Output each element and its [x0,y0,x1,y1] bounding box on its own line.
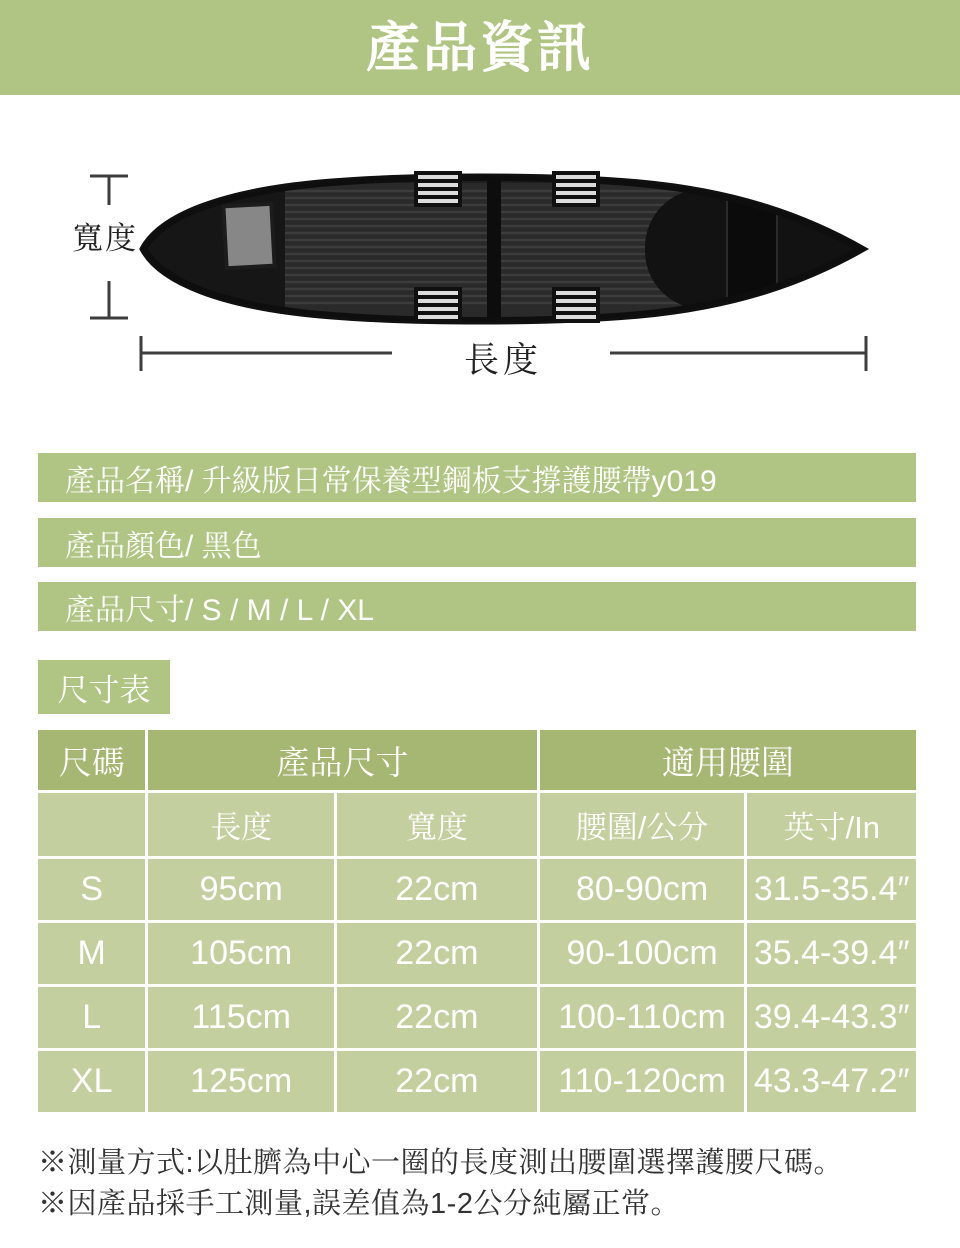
table-header-row-2 [37,792,918,858]
cell-length: 125cm [147,1050,336,1114]
length-dimension-label: 長度 [464,341,543,380]
cell-waist-in: 31.5-35.4″ [746,858,918,922]
header-length: 長度 [147,792,336,858]
table-row-l [37,986,918,1050]
product-name-text: 產品名稱/ 升級版日常保養型鋼板支撐護腰帶y019 [65,464,717,498]
table-row-xl [37,1050,918,1114]
cell-waist-cm: 80-90cm [538,858,746,922]
cell-size: XL [37,1050,147,1114]
header-product-size: 產品尺寸 [147,729,538,792]
velcro-loop-patch [223,204,274,268]
product-size-bar [38,582,916,631]
size-chart-caption: 尺寸表 [38,660,170,714]
page-title: 產品資訊 [366,17,594,78]
belt-illustration [0,95,960,440]
center-seam [487,175,501,325]
table-row-m [37,922,918,986]
page-banner [0,0,960,95]
cell-length: 105cm [147,922,336,986]
cell-length: 115cm [147,986,336,1050]
product-size-text: 產品尺寸/ S / M / L / XL [65,593,374,627]
table-row-s [37,858,918,922]
product-color-bar [38,518,916,567]
product-name-bar [38,453,916,502]
tolerance-note: ※因產品採手工測量,誤差值為1-2公分純屬正常。 [38,1188,680,1220]
cell-waist-in: 35.4-39.4″ [746,922,918,986]
cell-length: 95cm [147,858,336,922]
cell-waist-cm: 100-110cm [538,986,746,1050]
header-width: 寬度 [336,792,539,858]
width-dimension-label: 寬度 [72,221,138,256]
cell-size: S [37,858,147,922]
cell-waist-in: 43.3-47.2″ [746,1050,918,1114]
cell-width: 22cm [336,986,539,1050]
cell-size: M [37,922,147,986]
cell-width: 22cm [336,858,539,922]
cell-width: 22cm [336,922,539,986]
product-color-text: 產品顏色/ 黑色 [65,529,262,563]
cell-size: L [37,986,147,1050]
product-diagram [0,95,960,440]
table-header-row-1 [37,729,918,792]
cell-waist-cm: 110-120cm [538,1050,746,1114]
header-fit-waist: 適用腰圍 [538,729,917,792]
header-waist-cm: 腰圍/公分 [538,792,746,858]
cell-waist-cm: 90-100cm [538,922,746,986]
cell-width: 22cm [336,1050,539,1114]
header-waist-in: 英寸/In [746,792,918,858]
measurement-note: ※測量方式:以肚臍為中心一圈的長度測出腰圍選擇護腰尺碼。 [38,1147,844,1179]
header-empty-cell [37,792,147,858]
cell-waist-in: 39.4-43.3″ [746,986,918,1050]
header-size: 尺碼 [37,729,147,792]
size-chart-table [35,727,919,1115]
